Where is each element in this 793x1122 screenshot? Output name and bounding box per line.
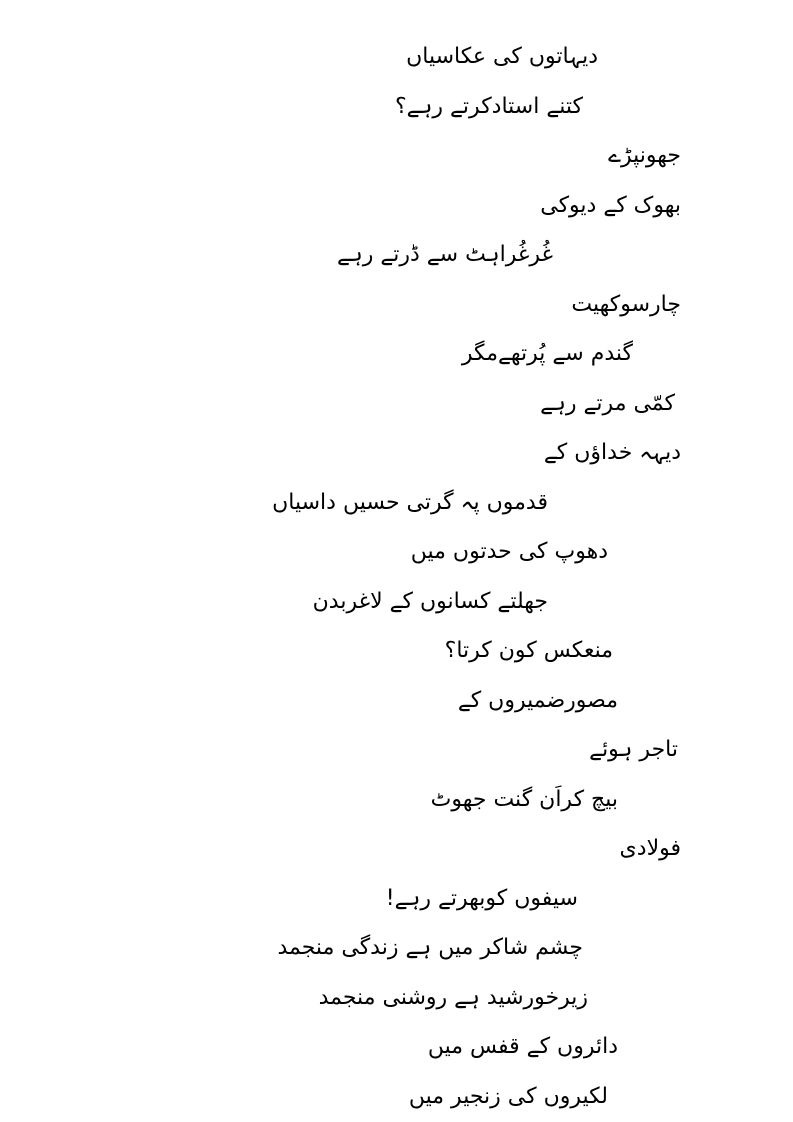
poem-line: گندم سے پُرتھےمگر bbox=[461, 341, 633, 366]
poem-line: سیفوں کوبھرتے رہے! bbox=[385, 885, 578, 911]
poem-line: چشم شاکر میں ہے زندگی منجمد bbox=[277, 935, 583, 960]
poem-line: دھوپ کی حدتوں میں bbox=[410, 539, 608, 564]
poem-line: مصورضمیروں کے bbox=[457, 687, 618, 713]
poem-line: دیہہ خداؤں کے bbox=[543, 440, 681, 465]
poem-line: تاجر ہوئے bbox=[589, 737, 678, 762]
poem-line: زیرخورشید ہے روشنی منجمد bbox=[318, 984, 588, 1010]
poem-line: کتنے استادکرتے رہے؟ bbox=[394, 93, 583, 119]
poem-line: جھونپڑے bbox=[608, 143, 681, 168]
poem-line: بھوک کے دیوکی bbox=[540, 192, 681, 218]
poem-line: لکیروں کی زنجیر میں bbox=[408, 1083, 608, 1109]
poem-line: دائروں کے قفس میں bbox=[427, 1034, 618, 1059]
poem-line: فولادی bbox=[619, 836, 681, 861]
poem-line: دیہاتوں کی عکاسیاں bbox=[406, 44, 598, 69]
poem-line: بیچ کراَن گنت جھوٹ bbox=[430, 786, 618, 812]
poem-line: غُرغُراہٹ سے ڈرتے رہے bbox=[336, 242, 553, 267]
poem-line: کمّی مرتے رہے bbox=[540, 390, 675, 416]
poem-line: منعکس کون کرتا؟ bbox=[444, 638, 613, 663]
poem-line: قدموں پہ گرتی حسیں داسیاں bbox=[272, 489, 548, 515]
poem-line: چارسوکھیت bbox=[571, 291, 681, 317]
poem-line: جھلتے کسانوں کے لاغربدن bbox=[312, 588, 548, 614]
